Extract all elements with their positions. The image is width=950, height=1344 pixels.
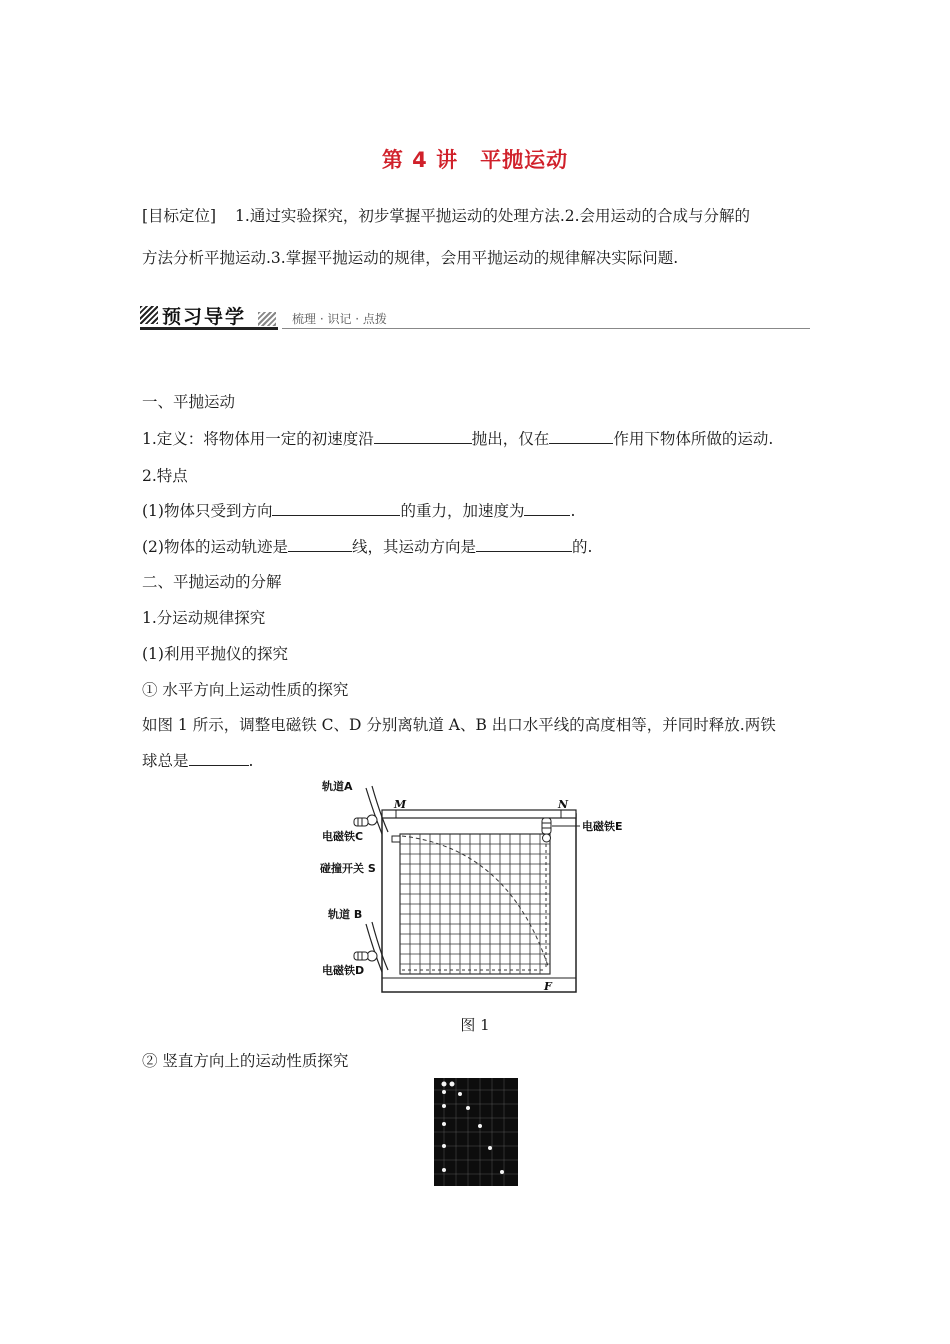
goal-line-2: 方法分析平抛运动.3.掌握平抛运动的规律，会用平抛运动的规律解决实际问题. — [142, 249, 679, 267]
label-magnet-e: 电磁铁E — [582, 820, 623, 833]
definition-line — [142, 427, 773, 449]
s1-heading: 一、平抛运动 — [142, 393, 236, 411]
f1-text-c: . — [570, 502, 576, 520]
goal-bracket: [目标定位] — [142, 207, 217, 225]
s2-heading: 二、平抛运动的分解 — [142, 573, 282, 591]
blank-4[interactable] — [524, 501, 570, 516]
sub-heading-1a: (1)利用平抛仪的探究 — [142, 645, 288, 663]
magnet-d-icon — [354, 952, 368, 960]
paragraph-1: 如图 1 所示，调整电磁铁 C、D 分别离轨道 A、B 出口水平线的高度相等，并同时释放.两铁 — [142, 716, 776, 734]
figure-1 — [318, 774, 638, 999]
label-magnet-d: 电磁铁D — [322, 964, 365, 977]
label-track-a: 轨道A — [322, 780, 353, 793]
goal-text-1: 1.通过实验探究，初步掌握平抛运动的处理方法.2.会用运动的合成与分解的 — [235, 207, 751, 225]
blank-1[interactable] — [374, 429, 472, 444]
def-text-a: 1.定义：将物体用一定的初速度沿 — [142, 430, 374, 448]
figure-caption: 图 1 — [460, 1016, 490, 1034]
banner-sub: 梳理 · 识记 · 点拨 — [292, 312, 387, 326]
label-magnet-c: 电磁铁C — [322, 830, 364, 843]
f1-text-a: (1)物体只受到方向 — [142, 502, 273, 520]
label-m: M — [394, 798, 407, 811]
item-1-heading: ① 水平方向上运动性质的探究 — [142, 681, 349, 699]
feature-2-line — [142, 535, 592, 557]
blank-7[interactable] — [189, 751, 249, 766]
sub-heading-1: 1.分运动规律探究 — [142, 609, 266, 627]
item-2-heading: ② 竖直方向上的运动性质探究 — [142, 1052, 349, 1070]
p2-text-b: . — [248, 752, 254, 770]
paragraph-2 — [142, 749, 253, 771]
goal-line-1 — [142, 204, 750, 226]
banner-stripe-icon — [140, 306, 158, 324]
magnet-c-icon — [354, 818, 368, 826]
def-text-b: 抛出，仅在 — [471, 430, 550, 448]
label-f: F — [544, 980, 552, 993]
f2-text-b: 线，其运动方向是 — [351, 538, 476, 556]
f2-text-a: (2)物体的运动轨迹是 — [142, 538, 288, 556]
blank-6[interactable] — [476, 537, 572, 552]
banner-rule — [282, 328, 810, 329]
stroboscopic-photo — [434, 1078, 518, 1186]
def-text-c: 作用下物体所做的运动. — [613, 430, 774, 448]
feature-1-line — [142, 499, 575, 521]
f1-text-b: 的重力，加速度为 — [400, 502, 525, 520]
switch-s-icon — [392, 836, 400, 842]
label-switch-s: 碰撞开关 S — [320, 862, 376, 875]
blank-2[interactable] — [549, 429, 613, 444]
f2-text-c: 的. — [571, 538, 593, 556]
features-heading: 2.特点 — [142, 467, 188, 485]
label-track-b: 轨道 B — [328, 908, 363, 921]
p2-text-a: 球总是 — [142, 752, 189, 770]
photo-svg — [434, 1078, 518, 1186]
banner-stripe-icon-2 — [258, 312, 276, 326]
lesson-title: 第 4 讲 平抛运动 — [381, 148, 569, 172]
blank-5[interactable] — [288, 537, 352, 552]
label-n: N — [558, 798, 569, 811]
section-banner — [140, 302, 810, 332]
blank-3[interactable] — [272, 501, 400, 516]
banner-label: 预习导学 — [162, 306, 247, 328]
figure-1-svg — [318, 774, 638, 999]
